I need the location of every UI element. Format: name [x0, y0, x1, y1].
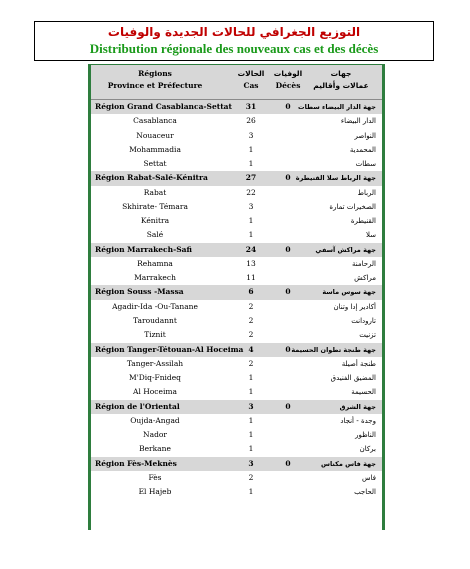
cell-deces: 0 [285, 287, 291, 297]
cell-deces: 0 [285, 458, 291, 468]
cell-name: Région Grand Casablanca-Settat [95, 102, 232, 111]
cell-arabic: طنجة أصيلة [341, 359, 376, 368]
cell-arabic: جهة الشرق [339, 402, 376, 411]
table-row [91, 200, 382, 214]
cell-arabic: جهة سوس ماسة [322, 288, 376, 297]
table-row [91, 214, 382, 228]
cell-name: Tiznit [144, 330, 166, 340]
cell-cas: 3 [248, 201, 254, 211]
table-row [91, 228, 382, 242]
cell-name: Al Hoceima [133, 387, 177, 397]
cell-arabic: الرباط [357, 188, 376, 197]
title-french: Distribution régionale des nouveaux cas et des décès [89, 41, 379, 56]
table-row [91, 471, 382, 485]
table-row [91, 129, 382, 143]
cell-arabic: أكادير إدا وتنان [333, 302, 376, 311]
cell-arabic: تزنيت [359, 331, 376, 340]
cell-name: Casablanca [133, 116, 177, 126]
cell-arabic: النواصر [354, 131, 376, 140]
cell-arabic: المحمدية [349, 145, 376, 154]
cell-name: Nador [143, 430, 167, 440]
cell-arabic: جهة فاس مكناس [321, 459, 376, 468]
cell-name: Tanger-Assilah [126, 358, 184, 368]
cell-cas: 2 [248, 315, 254, 325]
table-row [91, 186, 382, 200]
table-row [91, 271, 382, 285]
table-row [91, 300, 382, 314]
table-row [91, 257, 382, 271]
header-jihat: جهات [330, 69, 352, 78]
table-body [91, 100, 382, 499]
cell-name: El Hajeb [138, 487, 172, 497]
header-deces: Décès [275, 81, 301, 90]
cell-cas: 13 [246, 258, 256, 268]
cell-name: Région Tanger-Tétouan-Al Hoceima [95, 344, 244, 354]
table-row [91, 414, 382, 428]
cell-arabic: سلا [365, 231, 376, 240]
cell-name: Oujda-Angad [130, 415, 180, 425]
cell-name: Fès [148, 472, 162, 482]
cell-cas: 1 [248, 159, 254, 169]
cell-arabic: الناظور [355, 431, 376, 440]
title-arabic: التوزيع الجغرافي للحالات الجديدة والوفيات [107, 25, 361, 39]
table-row [91, 114, 382, 128]
cell-cas: 27 [245, 173, 257, 183]
cell-name: Région Marrakech-Safi [95, 244, 192, 254]
cell-cas: 1 [248, 373, 254, 383]
cell-arabic: جهة الدار البيضاء سطات [298, 103, 376, 111]
table-row [91, 314, 382, 328]
cell-cas: 2 [248, 472, 254, 482]
cell-deces: 0 [285, 401, 291, 411]
cell-cas: 3 [248, 458, 254, 468]
cell-name: Marrakech [134, 273, 176, 283]
table-row [91, 428, 382, 442]
cell-cas: 6 [248, 287, 254, 297]
cell-arabic: جهة مراكش آسفي [315, 245, 376, 254]
cell-cas: 1 [248, 444, 254, 454]
cell-cas: 1 [248, 144, 254, 154]
cell-cas: 2 [248, 301, 254, 311]
cell-cas: 1 [248, 487, 254, 497]
region-row [91, 243, 382, 257]
cell-name: Rehamna [137, 258, 173, 268]
table-row [91, 328, 382, 342]
cell-cas: 3 [248, 401, 254, 411]
cell-deces: 0 [285, 344, 291, 354]
cell-cas: 1 [248, 430, 254, 440]
table-row [91, 485, 382, 499]
cell-name: Berkane [139, 444, 171, 454]
cell-cas: 31 [245, 102, 257, 111]
cell-arabic: المضيق الفنيدق [330, 374, 376, 383]
header-amalat: عمالات وأقاليم [313, 81, 369, 90]
cell-cas: 3 [248, 130, 254, 140]
cell-arabic: تارودانت [351, 316, 376, 325]
cell-name: Taroudannt [133, 315, 177, 325]
cell-cas: 4 [248, 344, 254, 354]
cell-name: Kénitra [140, 216, 170, 226]
table-row [91, 442, 382, 456]
region-row [91, 457, 382, 471]
cell-name: Rabat [143, 187, 167, 197]
cell-arabic: وجدة - أنجاد [340, 416, 376, 425]
cell-name: Région de l'Oriental [95, 401, 180, 411]
cell-arabic: سطات [355, 160, 376, 169]
header-province: Province et Préfecture [107, 81, 203, 90]
cell-name: Settat [143, 159, 167, 169]
cell-arabic: القنيطرة [350, 217, 376, 226]
header-cas: Cas [243, 81, 259, 90]
region-row [91, 400, 382, 414]
header-cas-ar: الحالات [237, 69, 265, 78]
cell-name: Mohammadia [129, 144, 181, 154]
cell-cas: 1 [248, 216, 254, 226]
cell-arabic: جهة الرباط سلا القنيطرة [295, 174, 376, 183]
cell-arabic: الرحامنة [351, 259, 376, 268]
cell-arabic: مراكش [354, 274, 376, 283]
cell-arabic: فاس [361, 473, 376, 482]
cell-cas: 11 [246, 273, 256, 283]
cell-arabic: الدار البيضاء [340, 117, 376, 126]
cell-arabic: بركان [359, 445, 376, 454]
cell-arabic: الحسيمة [351, 388, 376, 397]
table-row [91, 143, 382, 157]
regional-table [88, 64, 385, 530]
table-row [91, 157, 382, 171]
cell-name: Salé [146, 230, 164, 240]
cell-arabic: جهة طنجة تطوان الحسيمة [291, 345, 376, 354]
header-deces-ar: الوفيات [273, 69, 303, 78]
cell-deces: 0 [285, 102, 291, 111]
table-header [91, 65, 382, 100]
cell-name: Région Fès-Meknès [95, 458, 177, 468]
cell-name: Région Souss -Massa [95, 287, 184, 297]
cell-cas: 2 [248, 358, 254, 368]
cell-arabic: الصخيرات تمارة [329, 202, 376, 211]
cell-cas: 2 [248, 330, 254, 340]
cell-deces: 0 [285, 244, 291, 254]
cell-name: Région Rabat-Salé-Kénitra [95, 173, 208, 183]
header-regions: Régions [138, 69, 172, 78]
region-row [91, 100, 382, 114]
cell-name: Skhirate- Témara [122, 201, 188, 211]
cell-deces: 0 [285, 173, 291, 183]
table-row [91, 385, 382, 399]
region-row [91, 285, 382, 299]
region-row [91, 171, 382, 185]
cell-cas: 24 [245, 244, 257, 254]
cell-name: Nouaceur [136, 130, 174, 140]
cell-cas: 1 [248, 415, 254, 425]
table-row [91, 371, 382, 385]
cell-cas: 26 [246, 116, 256, 126]
region-row [91, 343, 382, 357]
table-row [91, 357, 382, 371]
cell-cas: 1 [248, 387, 254, 397]
cell-cas: 1 [248, 230, 254, 240]
cell-name: Agadir-Ida -Ou-Tanane [112, 301, 198, 311]
title-box [34, 21, 434, 61]
cell-name: M'Diq-Fnideq [129, 373, 181, 383]
cell-cas: 22 [246, 187, 256, 197]
cell-arabic: الحاجب [354, 488, 376, 497]
